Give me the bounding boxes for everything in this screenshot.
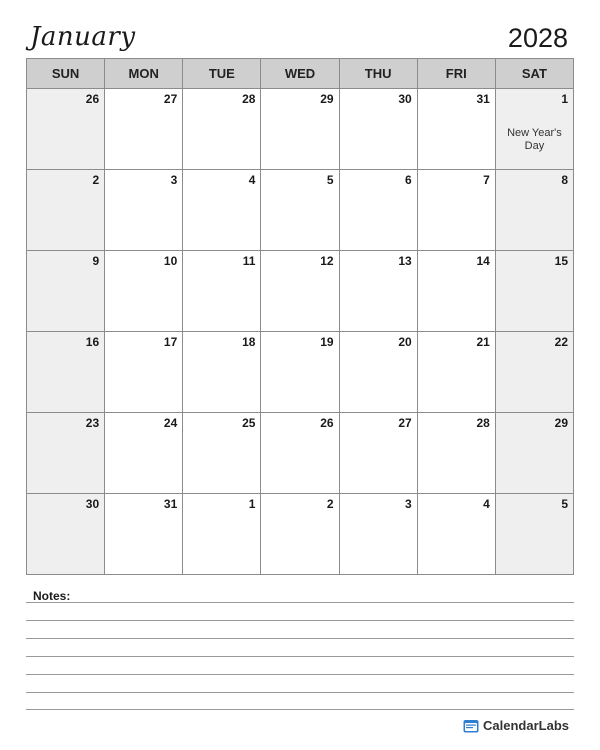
day-cell: [27, 251, 105, 332]
day-number: 29: [320, 92, 334, 106]
day-number: 10: [163, 254, 178, 268]
weekday-thu: THU: [339, 59, 417, 89]
day-number: 2: [326, 497, 334, 511]
day-number: 25: [242, 416, 256, 430]
day-cell: [339, 332, 417, 413]
day-cell: [261, 413, 339, 494]
day-number: 11: [242, 254, 256, 268]
day-cell: [183, 494, 261, 575]
day-number: 26: [85, 92, 100, 106]
day-cell: [27, 494, 105, 575]
week-row: [27, 251, 574, 332]
day-number: 3: [170, 173, 178, 187]
day-number: 17: [163, 335, 178, 349]
weekday-sat: SAT: [495, 59, 573, 89]
weekday-mon: MON: [105, 59, 183, 89]
calendarlabs-logo: [463, 718, 569, 733]
day-cell: [183, 170, 261, 251]
week-row: [27, 494, 574, 575]
day-cell: [417, 170, 495, 251]
note-line: [26, 656, 574, 657]
note-line: [26, 674, 574, 675]
calendar-icon: [463, 719, 479, 733]
calendar-grid: [26, 58, 574, 575]
day-cell: [417, 332, 495, 413]
day-number: 24: [163, 416, 178, 430]
day-cell: [105, 413, 183, 494]
day-cell: [105, 170, 183, 251]
day-cell: [27, 170, 105, 251]
day-number: 27: [398, 416, 412, 430]
day-number: 20: [398, 335, 412, 349]
week-row: [27, 332, 574, 413]
day-cell: [261, 89, 339, 170]
day-number: 21: [476, 335, 490, 349]
day-number: 2: [92, 173, 100, 187]
day-cell: [495, 332, 573, 413]
day-cell: [417, 251, 495, 332]
day-number: 1: [561, 92, 568, 106]
note-line: [26, 692, 574, 693]
day-cell: [495, 170, 573, 251]
weekday-header-row: [27, 59, 574, 89]
day-cell: [339, 89, 417, 170]
day-cell: [105, 251, 183, 332]
day-number: 30: [398, 92, 412, 106]
day-cell: [339, 251, 417, 332]
day-cell: [261, 494, 339, 575]
weekday-sun: SUN: [27, 59, 105, 89]
day-cell: [339, 170, 417, 251]
day-number: 31: [476, 92, 490, 106]
day-number: 1: [248, 497, 256, 511]
day-number: 14: [476, 254, 490, 268]
brand-name: CalendarLabs: [483, 718, 569, 733]
day-cell: [261, 332, 339, 413]
day-number: 23: [85, 416, 100, 430]
day-number: 5: [326, 173, 334, 187]
year-title: 2028: [507, 23, 568, 53]
note-line: [26, 638, 574, 639]
day-number: 28: [242, 92, 256, 106]
day-number: 30: [85, 497, 100, 511]
week-row: [27, 89, 574, 170]
note-line: [26, 602, 574, 603]
weekday-wed: WED: [261, 59, 339, 89]
day-number: 9: [92, 254, 100, 268]
day-cell: [417, 413, 495, 494]
day-number: 8: [561, 173, 568, 187]
day-number: 12: [320, 254, 334, 268]
day-number: 19: [320, 335, 334, 349]
day-number: 13: [398, 254, 412, 268]
day-cell: [495, 89, 573, 170]
week-row: [27, 170, 574, 251]
day-number: 29: [554, 416, 568, 430]
day-number: 7: [483, 173, 490, 187]
day-number: 3: [405, 497, 412, 511]
day-number: 18: [242, 335, 256, 349]
weekday-tue: TUE: [183, 59, 261, 89]
day-cell: [183, 332, 261, 413]
day-cell: [495, 413, 573, 494]
day-cell: [105, 494, 183, 575]
weekday-fri: FRI: [417, 59, 495, 89]
day-number: 5: [561, 497, 568, 511]
day-number: 26: [320, 416, 334, 430]
day-cell: [417, 89, 495, 170]
day-number: 4: [483, 497, 490, 511]
holiday-label: New Year's Day: [507, 127, 562, 152]
day-cell: [339, 413, 417, 494]
day-cell: [183, 251, 261, 332]
day-number: 28: [476, 416, 490, 430]
day-cell: [261, 251, 339, 332]
day-number: 27: [163, 92, 178, 106]
day-cell: [27, 413, 105, 494]
notes-label: Notes:: [33, 589, 71, 603]
day-cell: [105, 89, 183, 170]
day-number: 31: [163, 497, 178, 511]
day-number: 4: [248, 173, 256, 187]
day-cell: [339, 494, 417, 575]
day-cell: [183, 89, 261, 170]
day-cell: [183, 413, 261, 494]
day-cell: [27, 332, 105, 413]
week-row: [27, 413, 574, 494]
day-number: 15: [554, 254, 568, 268]
day-cell: [495, 251, 573, 332]
month-title: January: [30, 22, 136, 52]
day-number: 6: [405, 173, 412, 187]
day-number: 16: [85, 335, 100, 349]
note-line: [26, 620, 574, 621]
day-cell: [417, 494, 495, 575]
day-cell: [261, 170, 339, 251]
day-cell: [105, 332, 183, 413]
day-cell: [27, 89, 105, 170]
day-number: 22: [554, 335, 568, 349]
day-cell: [495, 494, 573, 575]
note-line: [26, 709, 574, 710]
